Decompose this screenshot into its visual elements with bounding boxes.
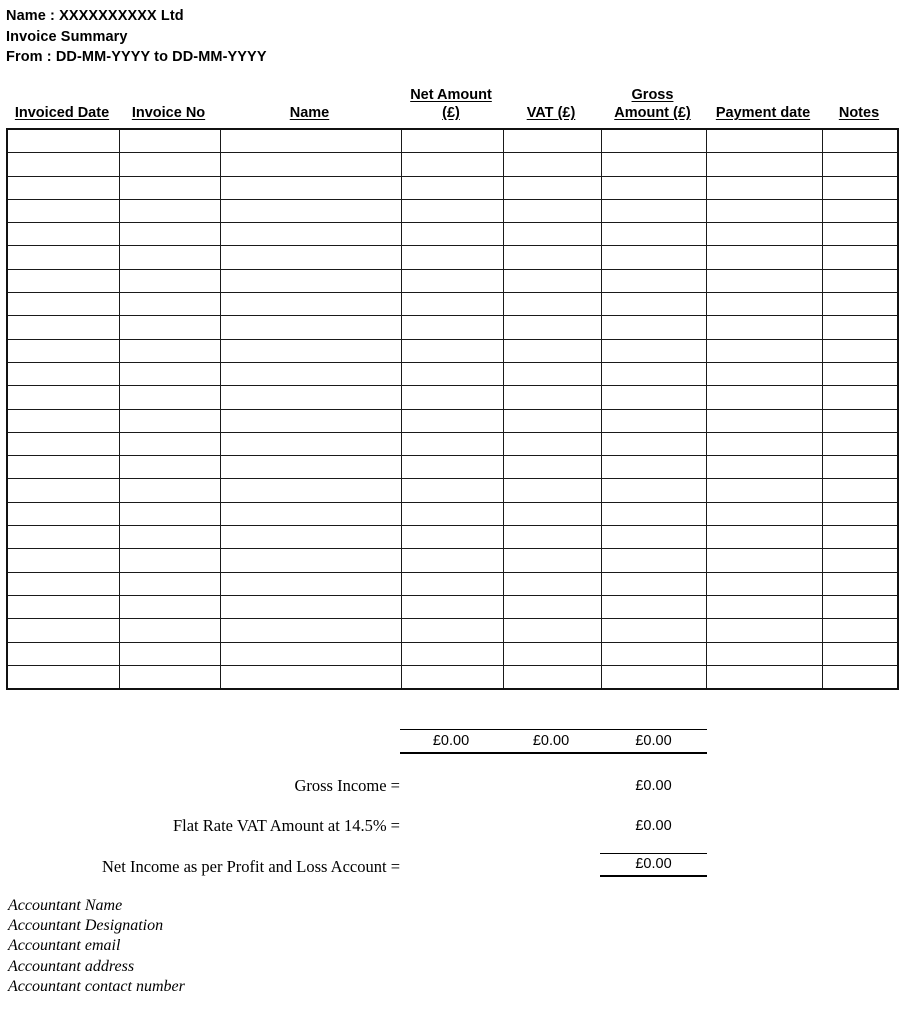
table-cell[interactable] [706,572,822,595]
table-cell[interactable] [119,293,220,316]
table-cell[interactable] [503,526,601,549]
net-income-value: £0.00 [600,853,707,877]
table-cell[interactable] [601,316,706,339]
table-cell[interactable] [220,549,401,572]
table-cell[interactable] [7,619,119,642]
table-row[interactable] [7,642,898,665]
table-cell[interactable] [220,456,401,479]
table-cell[interactable] [601,526,706,549]
table-cell[interactable] [7,549,119,572]
table-cell[interactable] [601,269,706,292]
table-cell[interactable] [401,595,503,618]
table-cell[interactable] [706,549,822,572]
table-cell[interactable] [706,456,822,479]
accountant-designation: Accountant Designation [8,917,164,935]
table-cell[interactable] [822,665,898,689]
table-cell[interactable] [601,665,706,689]
table-cell[interactable] [119,176,220,199]
column-totals-row [400,729,707,754]
table-cell[interactable] [706,246,822,269]
summary-row-gross-income [294,774,707,798]
table-cell[interactable] [7,386,119,409]
table-cell[interactable] [119,526,220,549]
table-cell[interactable] [706,176,822,199]
table-cell[interactable] [706,386,822,409]
table-cell[interactable] [220,269,401,292]
table-cell[interactable] [706,199,822,222]
table-cell[interactable] [822,549,898,572]
table-cell[interactable] [503,432,601,455]
column-header-invoice-no-label: Invoice No [131,105,206,121]
total-vat-amount: £0.00 [532,733,570,749]
table-cell[interactable] [601,293,706,316]
table-cell[interactable] [119,432,220,455]
table-cell[interactable] [119,129,220,153]
table-cell[interactable] [822,479,898,502]
table-cell[interactable] [7,293,119,316]
table-row[interactable] [7,619,898,642]
table-cell[interactable] [119,665,220,689]
table-cell[interactable] [401,572,503,595]
table-cell[interactable] [706,153,822,176]
table-cell[interactable] [220,223,401,246]
table-cell[interactable] [601,153,706,176]
table-cell[interactable] [503,665,601,689]
table-cell[interactable] [401,642,503,665]
table-cell[interactable] [7,665,119,689]
summary-row-flat-rate-vat [172,814,707,838]
table-cell[interactable] [220,502,401,525]
column-header-notes-label: Notes [838,105,880,121]
table-cell[interactable] [706,362,822,385]
accountant-address: Accountant address [8,957,135,975]
table-cell[interactable] [220,386,401,409]
table-cell[interactable] [822,572,898,595]
gross-income-value: £0.00 [635,778,672,794]
table-cell[interactable] [401,665,503,689]
table-cell[interactable] [822,526,898,549]
table-cell[interactable] [822,409,898,432]
table-cell[interactable] [503,386,601,409]
table-cell[interactable] [220,409,401,432]
table-cell[interactable] [503,153,601,176]
table-cell[interactable] [7,526,119,549]
table-cell[interactable] [601,339,706,362]
table-cell[interactable] [503,549,601,572]
table-cell[interactable] [822,339,898,362]
table-cell[interactable] [503,293,601,316]
table-cell[interactable] [7,595,119,618]
table-cell[interactable] [7,223,119,246]
table-cell[interactable] [220,362,401,385]
gross-income-label: Gross Income = [294,776,400,795]
table-cell[interactable] [7,199,119,222]
table-cell[interactable] [601,502,706,525]
table-cell[interactable] [119,362,220,385]
table-cell[interactable] [601,409,706,432]
table-cell[interactable] [119,642,220,665]
table-cell[interactable] [601,199,706,222]
table-cell[interactable] [822,246,898,269]
column-header-gross-amount-unit: Amount (£) [614,105,691,121]
net-income-label: Net Income as per Profit and Loss Account = [102,857,400,876]
table-cell[interactable] [503,479,601,502]
table-row[interactable] [7,595,898,618]
table-cell[interactable] [822,642,898,665]
column-header-net-amount-unit: (£) [442,105,460,121]
table-cell[interactable] [119,153,220,176]
table-cell[interactable] [119,572,220,595]
column-header-invoiced-date [6,104,118,122]
column-header-payment-date-label: Payment date [715,105,811,121]
total-net-amount: £0.00 [432,733,470,749]
table-cell[interactable] [822,595,898,618]
table-cell[interactable] [503,223,601,246]
column-header-gross-amount [600,86,705,122]
table-cell[interactable] [601,129,706,153]
table-cell[interactable] [503,409,601,432]
table-cell[interactable] [220,316,401,339]
accountant-details-footer [8,896,428,997]
table-cell[interactable] [822,269,898,292]
table-cell[interactable] [601,456,706,479]
table-cell[interactable] [401,432,503,455]
table-cell[interactable] [601,572,706,595]
table-column-headers [6,76,897,122]
table-row[interactable] [7,199,898,222]
table-cell[interactable] [220,665,401,689]
table-cell[interactable] [119,316,220,339]
table-row[interactable] [7,526,898,549]
table-cell[interactable] [706,502,822,525]
flat-rate-vat-value: £0.00 [635,818,672,834]
table-cell[interactable] [401,246,503,269]
table-row[interactable] [7,572,898,595]
table-cell[interactable] [601,176,706,199]
table-cell[interactable] [220,642,401,665]
table-cell[interactable] [220,595,401,618]
column-header-name [219,104,400,122]
column-header-payment-date [705,104,821,122]
table-cell[interactable] [503,316,601,339]
table-cell[interactable] [119,409,220,432]
table-cell[interactable] [220,479,401,502]
table-cell[interactable] [503,176,601,199]
flat-rate-vat-label: Flat Rate VAT Amount at 14.5% = [172,816,400,835]
table-cell[interactable] [601,595,706,618]
table-cell[interactable] [119,502,220,525]
table-cell[interactable] [601,223,706,246]
table-cell[interactable] [220,246,401,269]
table-cell[interactable] [503,269,601,292]
table-cell[interactable] [601,246,706,269]
table-row[interactable] [7,339,898,362]
table-cell[interactable] [7,642,119,665]
table-cell[interactable] [503,246,601,269]
table-row[interactable] [7,502,898,525]
table-row[interactable] [7,153,898,176]
table-cell[interactable] [706,339,822,362]
table-cell[interactable] [220,339,401,362]
column-header-notes [821,104,897,122]
column-header-vat [502,104,600,122]
table-cell[interactable] [822,619,898,642]
table-cell[interactable] [220,432,401,455]
table-row[interactable] [7,456,898,479]
total-gross-amount: £0.00 [635,733,672,749]
table-cell[interactable] [401,409,503,432]
table-cell[interactable] [601,432,706,455]
table-cell[interactable] [119,386,220,409]
date-range-line: From : DD-MM-YYYY to DD-MM-YYYY [6,49,267,65]
table-cell[interactable] [7,316,119,339]
table-cell[interactable] [706,479,822,502]
table-cell[interactable] [503,502,601,525]
column-header-net-amount-label: Net Amount [410,87,492,103]
table-cell[interactable] [401,293,503,316]
table-cell[interactable] [601,642,706,665]
table-cell[interactable] [119,549,220,572]
table-cell[interactable] [601,386,706,409]
table-cell[interactable] [503,456,601,479]
table-row[interactable] [7,316,898,339]
table-cell[interactable] [7,432,119,455]
table-cell[interactable] [220,526,401,549]
table-cell[interactable] [119,339,220,362]
table-cell[interactable] [119,223,220,246]
table-row[interactable] [7,269,898,292]
table-cell[interactable] [601,362,706,385]
report-title-line: Invoice Summary [6,28,128,45]
table-cell[interactable] [401,502,503,525]
table-cell[interactable] [822,502,898,525]
table-cell[interactable] [401,339,503,362]
accountant-email: Accountant email [8,937,121,955]
table-cell[interactable] [220,129,401,153]
table-cell[interactable] [822,153,898,176]
table-cell[interactable] [119,619,220,642]
table-cell[interactable] [401,316,503,339]
table-cell[interactable] [401,619,503,642]
summary-row-net-income [102,853,707,877]
table-cell[interactable] [7,339,119,362]
table-cell[interactable] [503,619,601,642]
table-cell[interactable] [401,479,503,502]
table-cell[interactable] [706,642,822,665]
table-cell[interactable] [220,153,401,176]
table-cell[interactable] [7,456,119,479]
table-cell[interactable] [706,409,822,432]
table-cell[interactable] [822,293,898,316]
table-cell[interactable] [7,176,119,199]
column-header-invoice-no [118,104,219,122]
table-cell[interactable] [822,456,898,479]
table-cell[interactable] [220,572,401,595]
table-cell[interactable] [220,176,401,199]
table-cell[interactable] [706,129,822,153]
table-cell[interactable] [401,362,503,385]
table-cell[interactable] [7,409,119,432]
table-cell[interactable] [706,526,822,549]
table-cell[interactable] [401,153,503,176]
table-cell[interactable] [7,246,119,269]
column-header-gross-amount-label: Gross [631,87,674,103]
table-row[interactable] [7,409,898,432]
table-cell[interactable] [401,176,503,199]
table-cell[interactable] [503,572,601,595]
table-cell[interactable] [119,479,220,502]
column-header-name-label: Name [289,105,330,121]
table-cell[interactable] [503,595,601,618]
table-cell[interactable] [7,502,119,525]
table-cell[interactable] [503,642,601,665]
table-cell[interactable] [822,432,898,455]
table-cell[interactable] [401,269,503,292]
table-cell[interactable] [220,619,401,642]
table-cell[interactable] [503,339,601,362]
table-cell[interactable] [7,362,119,385]
table-cell[interactable] [822,316,898,339]
table-cell[interactable] [119,246,220,269]
table-cell[interactable] [401,386,503,409]
accountant-contact-number: Accountant contact number [8,977,185,995]
table-row[interactable] [7,129,898,153]
table-row[interactable] [7,176,898,199]
table-cell[interactable] [119,199,220,222]
table-cell[interactable] [7,572,119,595]
table-cell[interactable] [220,293,401,316]
company-name-line: Name : XXXXXXXXXX Ltd [6,8,184,24]
table-cell[interactable] [822,362,898,385]
table-cell[interactable] [503,199,601,222]
document-header [6,6,606,68]
table-row[interactable] [7,293,898,316]
table-cell[interactable] [822,386,898,409]
table-cell[interactable] [706,595,822,618]
table-row[interactable] [7,386,898,409]
table-row[interactable] [7,665,898,689]
table-cell[interactable] [601,549,706,572]
table-cell[interactable] [706,619,822,642]
table-cell[interactable] [119,595,220,618]
table-cell[interactable] [401,199,503,222]
table-cell[interactable] [401,129,503,153]
table-row[interactable] [7,432,898,455]
table-cell[interactable] [7,129,119,153]
table-row[interactable] [7,246,898,269]
table-cell[interactable] [503,129,601,153]
table-cell[interactable] [822,223,898,246]
table-cell[interactable] [503,362,601,385]
table-cell[interactable] [401,223,503,246]
table-cell[interactable] [401,549,503,572]
table-cell[interactable] [822,176,898,199]
table-cell[interactable] [401,456,503,479]
table-row[interactable] [7,479,898,502]
table-cell[interactable] [7,479,119,502]
table-cell[interactable] [601,479,706,502]
table-cell[interactable] [119,269,220,292]
table-cell[interactable] [822,129,898,153]
table-cell[interactable] [220,199,401,222]
table-cell[interactable] [706,293,822,316]
table-cell[interactable] [601,619,706,642]
table-cell[interactable] [119,456,220,479]
column-header-invoiced-date-label: Invoiced Date [14,105,110,121]
table-row[interactable] [7,362,898,385]
invoice-entry-grid[interactable] [6,128,899,690]
table-cell[interactable] [7,153,119,176]
table-cell[interactable] [706,432,822,455]
accountant-name: Accountant Name [8,897,123,914]
table-cell[interactable] [822,199,898,222]
table-row[interactable] [7,223,898,246]
table-cell[interactable] [706,269,822,292]
table-row[interactable] [7,549,898,572]
table-cell[interactable] [706,223,822,246]
table-cell[interactable] [401,526,503,549]
column-header-net-amount [400,86,502,122]
table-cell[interactable] [706,316,822,339]
table-cell[interactable] [706,665,822,689]
table-cell[interactable] [7,269,119,292]
column-header-vat-label: VAT (£) [526,105,576,121]
